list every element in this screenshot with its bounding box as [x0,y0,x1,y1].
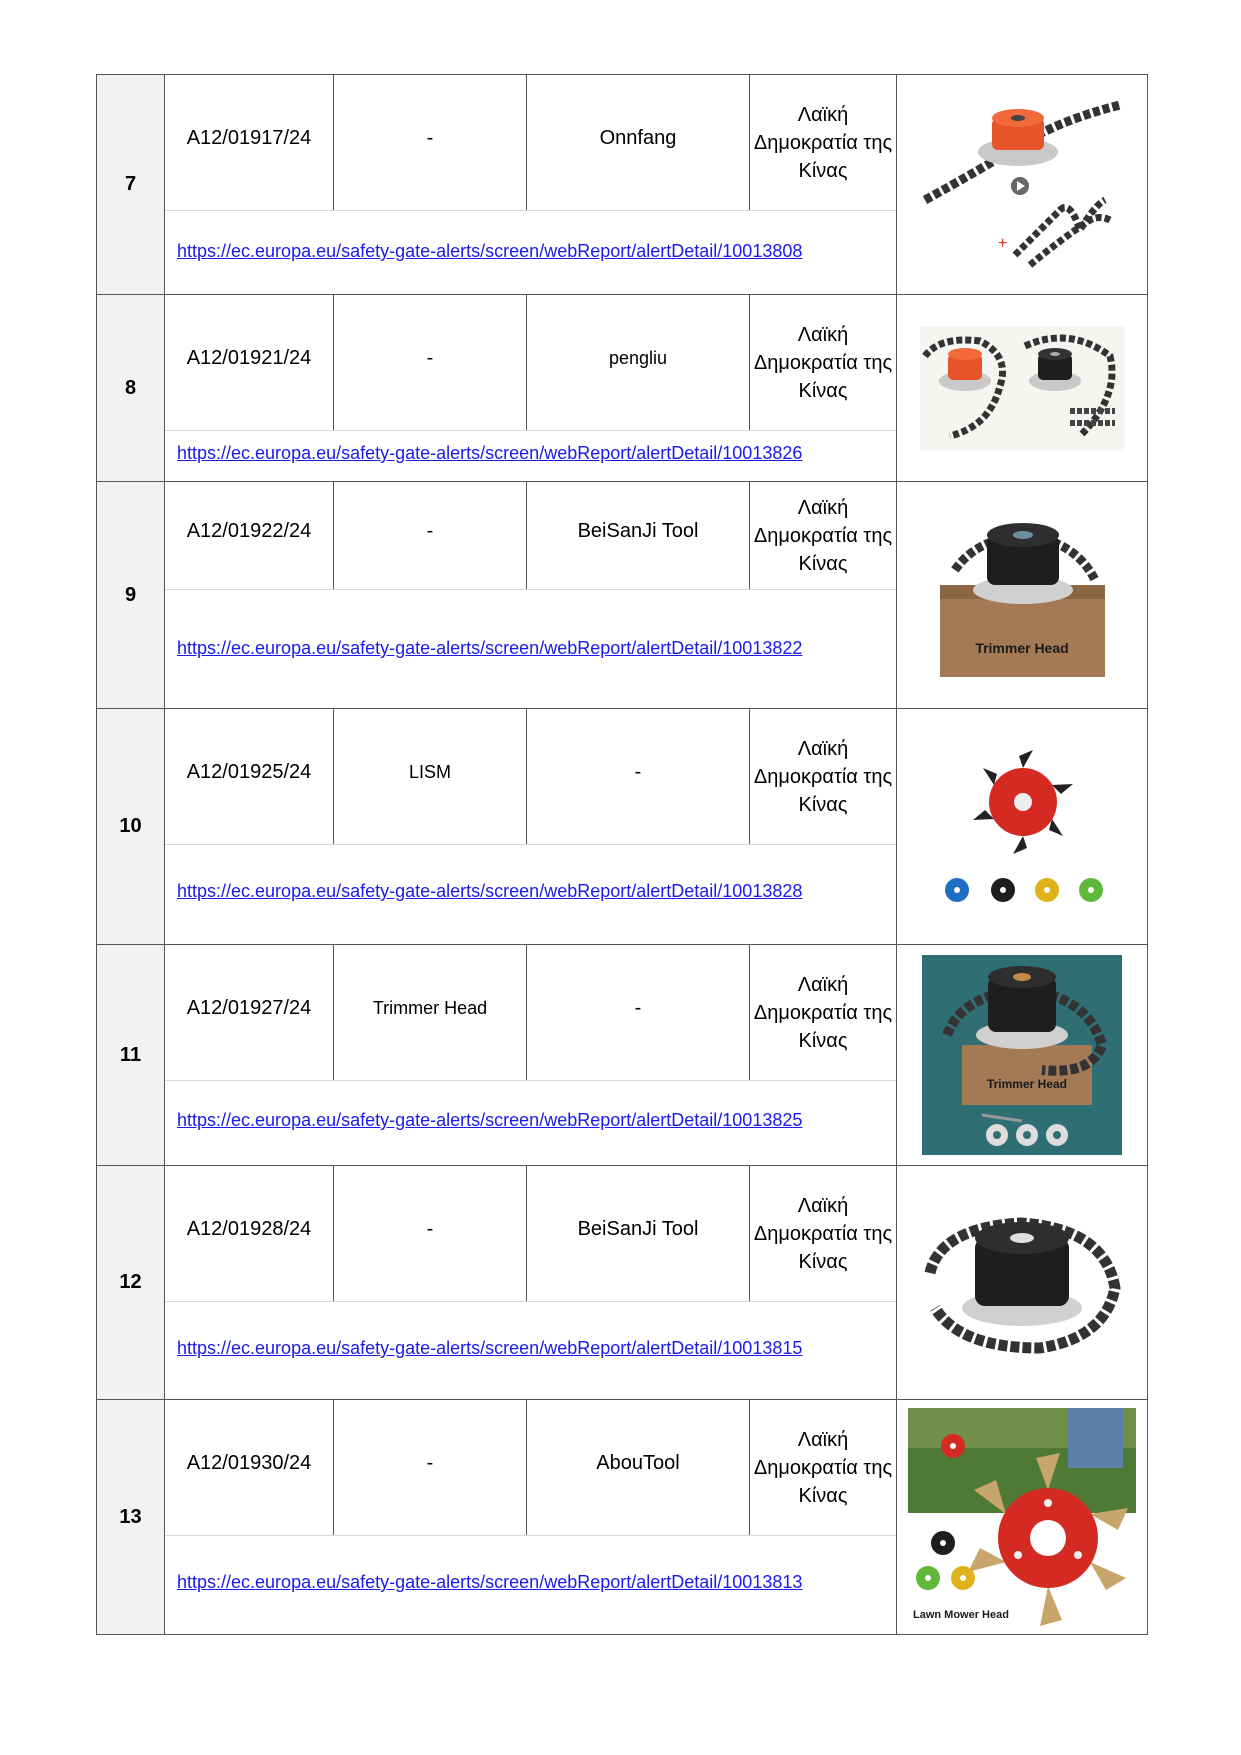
table-row [97,1166,1147,1400]
product-name: - [527,945,750,1080]
country-of-origin: Λαϊκή Δημοκρατία της Κίνας [753,496,893,575]
row-number: 9 [97,482,165,708]
product-image [896,75,1147,294]
product-image [896,945,1147,1165]
box-label: Trimmer Head [974,640,1069,656]
alert-code: A12/01930/24 [165,1400,334,1535]
row-cells [165,709,896,845]
product-image [896,295,1147,481]
product-image [896,1400,1147,1634]
chain-trimmer-head-icon [920,90,1125,280]
row-cells [165,1166,896,1302]
country-of-origin: Λαϊκή Δημοκρατία της Κίνας [753,737,893,816]
row-number: 12 [97,1166,165,1399]
alert-link[interactable]: https://ec.europa.eu/safety-gate-alerts/screen/webReport/alertDetail/10013826 [177,443,803,463]
product-name: - [527,709,750,844]
brand: - [334,1400,527,1535]
alert-code: A12/01928/24 [165,1166,334,1301]
country-of-origin: Λαϊκή Δημοκρατία της Κίνας [753,1194,893,1273]
brand: - [334,482,527,589]
country-of-origin: Λαϊκή Δημοκρατία της Κίνας [753,323,893,402]
product-name: pengliu [527,295,750,430]
chain-trimmer-heads-icon [920,326,1125,451]
table-row [97,1400,1147,1634]
country-of-origin: Λαϊκή Δημοκρατία της Κίνας [753,1428,893,1507]
table-row [97,945,1147,1166]
svg-text:+: + [997,234,1007,252]
alert-link[interactable]: https://ec.europa.eu/safety-gate-alerts/screen/webReport/alertDetail/10013822 [177,638,803,658]
alert-code: A12/01921/24 [165,295,334,430]
alert-code: A12/01927/24 [165,945,334,1080]
alert-link[interactable]: https://ec.europa.eu/safety-gate-alerts/screen/webReport/alertDetail/10013815 [177,1338,803,1358]
row-number: 8 [97,295,165,481]
row-number: 11 [97,945,165,1165]
row-cells [165,295,896,431]
alert-code: A12/01917/24 [165,75,334,210]
country-of-origin: Λαϊκή Δημοκρατία της Κίνας [753,103,893,182]
product-image [896,482,1147,708]
product-name: BeiSanJi Tool [527,1166,750,1301]
black-chain-trimmer-head-icon [920,1198,1125,1368]
product-image [896,1166,1147,1399]
row-cells [165,1400,896,1536]
product-name: AbouTool [527,1400,750,1535]
brand: - [334,295,527,430]
row-number: 7 [97,75,165,294]
trimmer-head-box-icon [935,510,1110,680]
alert-code: A12/01922/24 [165,482,334,589]
brand: - [334,75,527,210]
row-number: 13 [97,1400,165,1634]
row-cells [165,945,896,1081]
trimmer-head-kit-icon [922,955,1122,1155]
brand: - [334,1166,527,1301]
table-row [97,709,1147,945]
image-caption: Lawn Mower Head [913,1609,1009,1621]
row-cells [165,482,896,590]
row-cells [165,75,896,211]
row-number: 10 [97,709,165,944]
country-of-origin: Λαϊκή Δημοκρατία της Κίνας [753,973,893,1052]
alerts-table [96,74,1148,1635]
alert-link[interactable]: https://ec.europa.eu/safety-gate-alerts/screen/webReport/alertDetail/10013813 [177,1572,803,1592]
brand: LISM [334,709,527,844]
brand: Trimmer Head [334,945,527,1080]
product-image [896,709,1147,944]
six-blade-trimmer-icon [935,742,1110,912]
alert-link[interactable]: https://ec.europa.eu/safety-gate-alerts/screen/webReport/alertDetail/10013808 [177,241,803,261]
table-row [97,295,1147,482]
box-label: Trimmer Head [986,1077,1068,1091]
product-name: Onnfang [527,75,750,210]
lawn-mower-blade-head-icon [908,1408,1136,1626]
table-row [97,75,1147,295]
product-name: BeiSanJi Tool [527,482,750,589]
alert-link[interactable]: https://ec.europa.eu/safety-gate-alerts/screen/webReport/alertDetail/10013828 [177,881,803,901]
alert-code: A12/01925/24 [165,709,334,844]
alert-link[interactable]: https://ec.europa.eu/safety-gate-alerts/screen/webReport/alertDetail/10013825 [177,1110,803,1130]
table-row [97,482,1147,709]
